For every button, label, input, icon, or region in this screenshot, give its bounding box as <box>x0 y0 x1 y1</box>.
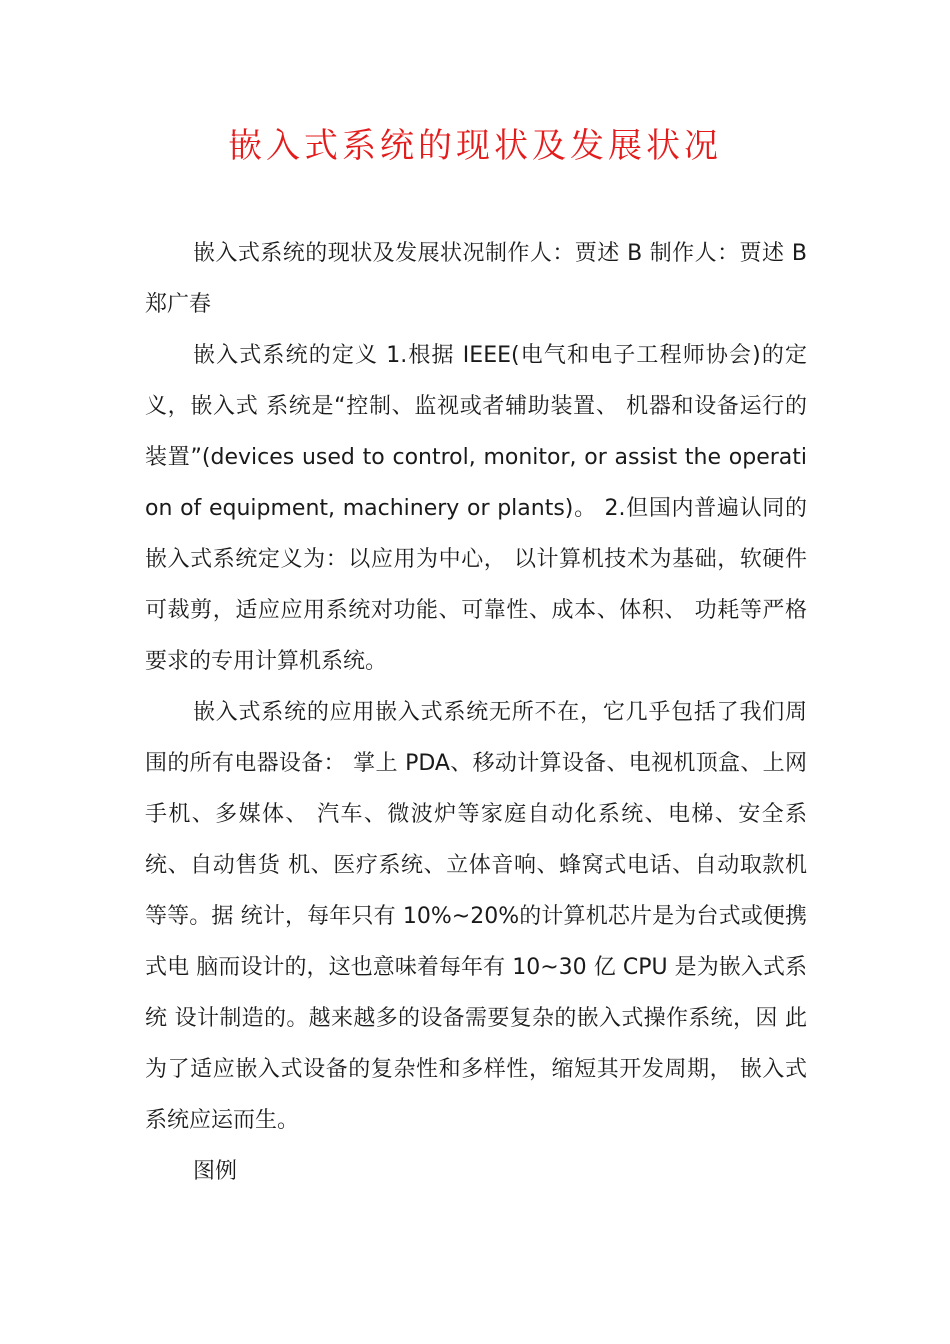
paragraph-definition: 嵌入式系统的定义 1.根据 IEEE(电气和电子工程师协会)的定义，嵌入式 系统是“控制、监视或者辅助装置、 机器和设备运行的装置”(devices used to control, monitor, or assist the operation of equipment, machinery or plants)。 2.但国内普遍认同的嵌入式系统定义为：以应用为中心， 以计算机技术为基础，软硬件可裁剪，适应应用系统对功能、可靠性、成本、体积、 功耗等严格要求的专用计算机系统。 <box>145 343 807 674</box>
document-body <box>145 228 807 1197</box>
document-title: 嵌入式系统的现状及发展状况 <box>228 126 722 166</box>
paragraph-legend: 图例 <box>193 1159 238 1184</box>
paragraph-authors: 嵌入式系统的现状及发展状况制作人：贾述 B 制作人：贾述 B 郑广春 <box>145 241 807 317</box>
paragraph-applications: 嵌入式系统的应用嵌入式系统无所不在，它几乎包括了我们周围的所有电器设备： 掌上 PDA、移动计算设备、电视机顶盒、上网手机、多媒体、 汽车、微波炉等家庭自动化系统、电梯、安全系统、自动售货 机、医疗系统、立体音响、蜂窝式电话、自动取款机等等。据 统计，每年只有 10%~20%的计算机芯片是为台式或便携式电 脑而设计的，这也意味着每年有 10~30 亿 CPU 是为嵌入式系统 设计制造的。越来越多的设备需要复杂的嵌入式操作系统，因 此为了适应嵌入式设备的复杂性和多样性，缩短其开发周期， 嵌入式系统应运而生。 <box>145 700 807 1133</box>
